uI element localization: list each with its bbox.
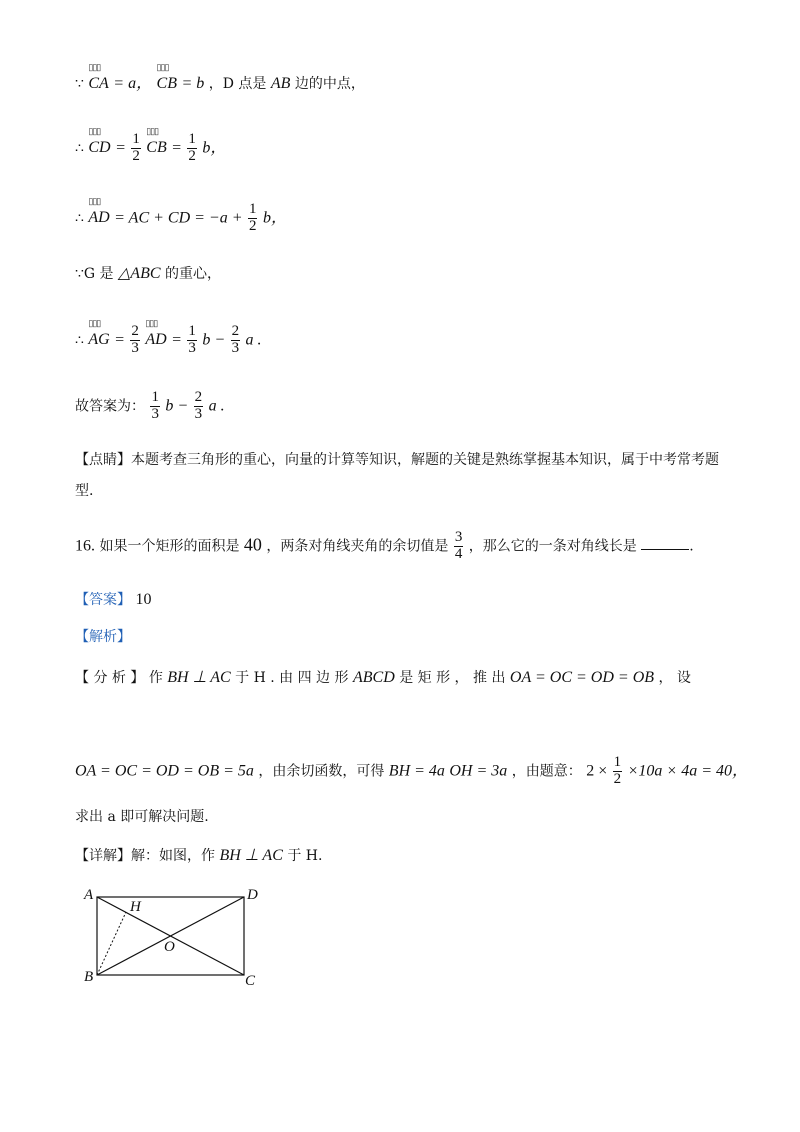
detail-text: 解：如图，作 [131, 848, 215, 864]
bh-value: BH = 4a [388, 762, 445, 780]
detail-line [75, 848, 322, 864]
expr-end: ×10a × 4a = 40， [627, 762, 749, 780]
denominator: 3 [151, 405, 159, 422]
fraction-half [248, 202, 258, 235]
tail-b: b， [262, 209, 287, 227]
answer-label: 故答案为： [75, 398, 145, 415]
comment-line-1 [75, 453, 719, 467]
vector-cd: ▯▯▯ CD [88, 140, 110, 156]
question-end: . [689, 538, 694, 555]
denominator: 2 [188, 147, 196, 164]
bh-perp-ac: BH ⊥ AC [219, 847, 283, 864]
numerator: 1 [132, 131, 140, 147]
equals-sign: = [114, 331, 125, 349]
label-c: C [245, 973, 256, 989]
equals-sign-2: = [171, 331, 182, 349]
numerator: 2 [231, 323, 240, 339]
comment-tag: 【点睛】 [75, 452, 131, 468]
fraction-half [613, 755, 623, 788]
analysis-line-2 [75, 755, 748, 788]
bh-perp-ac: BH ⊥ AC [167, 669, 231, 686]
segment-ab: AB [270, 75, 291, 92]
fenxi-text: 作 [148, 670, 163, 686]
detail-tag: 【详解】 [75, 848, 131, 864]
fenxi-text-4: ， 设 [658, 670, 691, 686]
vector-ad: ▯▯▯ AD [88, 210, 109, 226]
fenxi-text-2: 于 H . 由 四 边 形 [235, 670, 349, 686]
midpoint-text-2: 边的中点， [294, 76, 365, 92]
fraction-half [131, 132, 141, 165]
equals-sign-2: = [171, 139, 182, 157]
numerator: 2 [131, 323, 139, 339]
b-minus: b − [202, 331, 226, 349]
label-o: O [164, 939, 175, 955]
oh-value: OH = 3a [449, 762, 508, 780]
eq-a: = a， [113, 75, 153, 92]
ad-equation-line [75, 202, 287, 235]
fenxi2-text: ，由余切函数，可得 [258, 763, 385, 780]
denominator: 2 [248, 217, 257, 234]
fenxi-text-3: 是 矩 形 ， 推 出 [399, 670, 506, 686]
centroid-text: ∵G 是 [75, 266, 114, 282]
analysis-tag: 【解析】 [75, 629, 131, 645]
eq-b: = b [181, 75, 205, 92]
denominator: 3 [188, 339, 196, 356]
fraction-cot [454, 530, 464, 563]
equals-sign: = [115, 139, 126, 157]
numerator: 1 [248, 201, 257, 217]
numerator: 2 [194, 389, 203, 405]
numerator: 3 [454, 529, 463, 545]
analysis-line-1 [75, 670, 691, 686]
comment-text-2: 型. [75, 483, 94, 499]
label-a: A [84, 887, 94, 903]
vector-ad: ▯▯▯ AD [145, 332, 166, 348]
label-b: B [84, 969, 94, 985]
vector-cb: ▯▯▯ CB [157, 76, 177, 92]
midpoint-text: ，D 点是 [208, 76, 267, 92]
perpendicular-bh [97, 912, 126, 975]
vector-ca: ▯▯▯ CA [88, 76, 108, 92]
question-16 [75, 530, 694, 563]
answer-blank [641, 549, 689, 550]
therefore-symbol: ∴ [75, 210, 84, 227]
fraction-two-thirds [130, 324, 140, 357]
fenxi2-text-2: ，由题意： [511, 763, 582, 780]
detail-end: 于 H. [287, 848, 323, 864]
cd-equation-line [75, 132, 226, 165]
b-minus: b − [165, 397, 189, 415]
answer-tag: 【答案】 [75, 592, 131, 608]
because-symbol: ∵ [75, 76, 84, 92]
question-text-2: ，两条对角线夹角的余切值是 [266, 538, 449, 555]
therefore-symbol: ∴ [75, 140, 84, 157]
ag-equation-line [75, 324, 262, 357]
centroid-line [75, 266, 221, 282]
therefore-symbol: ∴ [75, 332, 84, 349]
given-vectors-line [75, 76, 365, 92]
numerator: 1 [151, 389, 159, 405]
diag-equalities-5a: OA = OC = OD = OB = 5a [75, 762, 254, 780]
area-value: 40 [243, 534, 262, 555]
vector-cb-2: ▯▯▯ CB [146, 140, 166, 156]
numerator: 1 [188, 131, 196, 147]
answer-value: 10 [135, 591, 152, 608]
fenxi-tag: 【 分 析 】 [75, 670, 145, 686]
vector-ag: ▯▯▯ AG [88, 332, 109, 348]
answer-row [75, 592, 151, 608]
fraction-two-thirds [194, 390, 204, 423]
question-text: 如果一个矩形的面积是 [99, 538, 240, 555]
rectangle-figure [80, 885, 270, 995]
denominator: 4 [454, 545, 463, 562]
triangle-abc: △ABC [118, 265, 161, 282]
denominator: 3 [131, 339, 139, 356]
numerator: 1 [188, 323, 196, 339]
comment-text: 本题考查三角形的重心，向量的计算等知识，解题的关键是熟练掌握基本知识，属于中考常考题 [131, 452, 719, 468]
denominator: 2 [132, 147, 140, 164]
ad-expression: = AC + CD = −a + [114, 209, 243, 227]
tail-a: a . [208, 397, 225, 415]
label-h: H [130, 899, 141, 915]
denominator: 3 [231, 339, 240, 356]
tail-a: a . [245, 331, 262, 349]
question-number: 16. [75, 537, 95, 555]
tail-b: b， [202, 139, 227, 157]
question-text-3: ，那么它的一条对角线长是 [468, 538, 637, 555]
denominator: 3 [194, 405, 203, 422]
denominator: 2 [613, 770, 622, 787]
rect-abcd: ABCD [352, 669, 395, 686]
fraction-third [187, 324, 197, 357]
centroid-text-2: 的重心， [164, 266, 221, 282]
numerator: 1 [613, 754, 622, 770]
comment-line-2 [75, 484, 93, 498]
fraction-third [150, 390, 160, 423]
fraction-two-thirds-2 [231, 324, 241, 357]
analysis-line-3: 求出 a 即可解决问题. [75, 809, 209, 825]
expr-start: 2 × [586, 762, 608, 780]
label-d: D [247, 887, 258, 903]
diag-equalities: OA = OC = OD = OB [509, 669, 655, 686]
answer-line [75, 390, 225, 423]
fraction-half-2 [187, 132, 197, 165]
